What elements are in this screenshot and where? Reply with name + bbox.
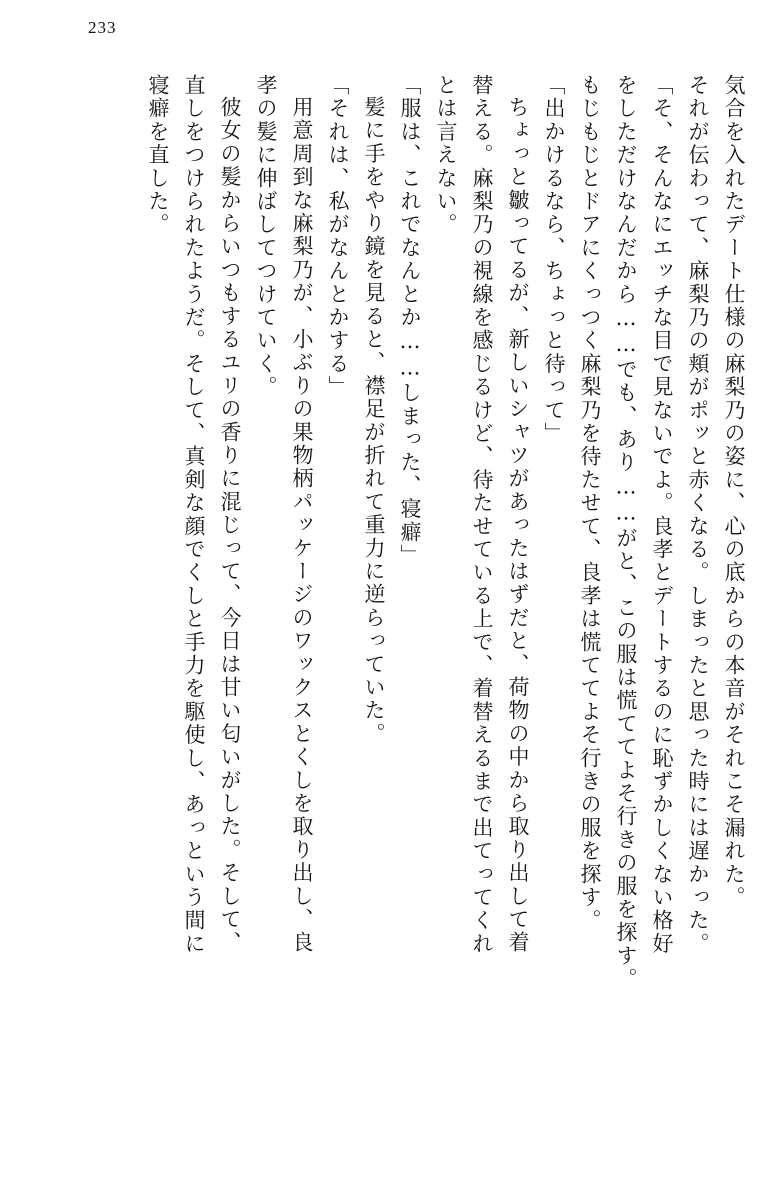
text-line: 「出かけるなら、ちょっと待って」	[542, 74, 566, 446]
text-line: とは言えない。	[434, 74, 458, 237]
text-line: ちょっと皺ってるが、新しいシャツがあったはずだと、荷物の中から取り出して着	[506, 96, 530, 955]
text-line: 直しをつけられたようだ。そして、真剣な顔でくしと手力を駆使し、あっという間に	[182, 74, 206, 956]
text-line: 寝癖を直した。	[146, 74, 170, 237]
text-line: 彼女の髪からいつもするユリの香りに混じって、今日は甘い匂いがした。そして、	[218, 96, 242, 955]
text-line: 髪に手をやり鏡を見ると、襟足が折れて重力に逆らっていた。	[362, 96, 386, 746]
text-line: もじもじとドアにくっつく麻梨乃を待たせて、良孝は慌ててよそ行きの服を探す。	[578, 74, 602, 933]
text-line: 「服は、これでなんとか……しまった、寝癖」	[398, 74, 422, 568]
text-line: 「それは、私がなんとかする」	[326, 74, 350, 399]
text-line: 替える。麻梨乃の視線を感じるけど、待たせている上で、着替えるまで出てってくれ	[470, 74, 494, 956]
text-line: それが伝わって、麻梨乃の頬がポッと赤くなる。しまったと思った時には遅かった。	[686, 74, 710, 956]
text-line: 用意周到な麻梨乃が、小ぶりの果物柄パッケージのワックスとくしを取り出し、良	[290, 96, 314, 955]
text-line: をしただけなんだから……でも、あり……がと、この服は慌ててよそ行きの服を探す。	[614, 74, 638, 991]
page-number: 233	[88, 18, 117, 37]
text-line: 気合を入れたデート仕様の麻梨乃の姿に、心の底からの本音がそれこそ漏れた。	[722, 74, 746, 910]
text-line: 孝の髪に伸ばしてつけていく。	[254, 74, 278, 399]
text-line: 「そ、そんなにエッチな目で見ないでよ。良孝とデートするのに恥ずかしくない格好	[650, 74, 674, 956]
body-text	[40, 74, 744, 1170]
